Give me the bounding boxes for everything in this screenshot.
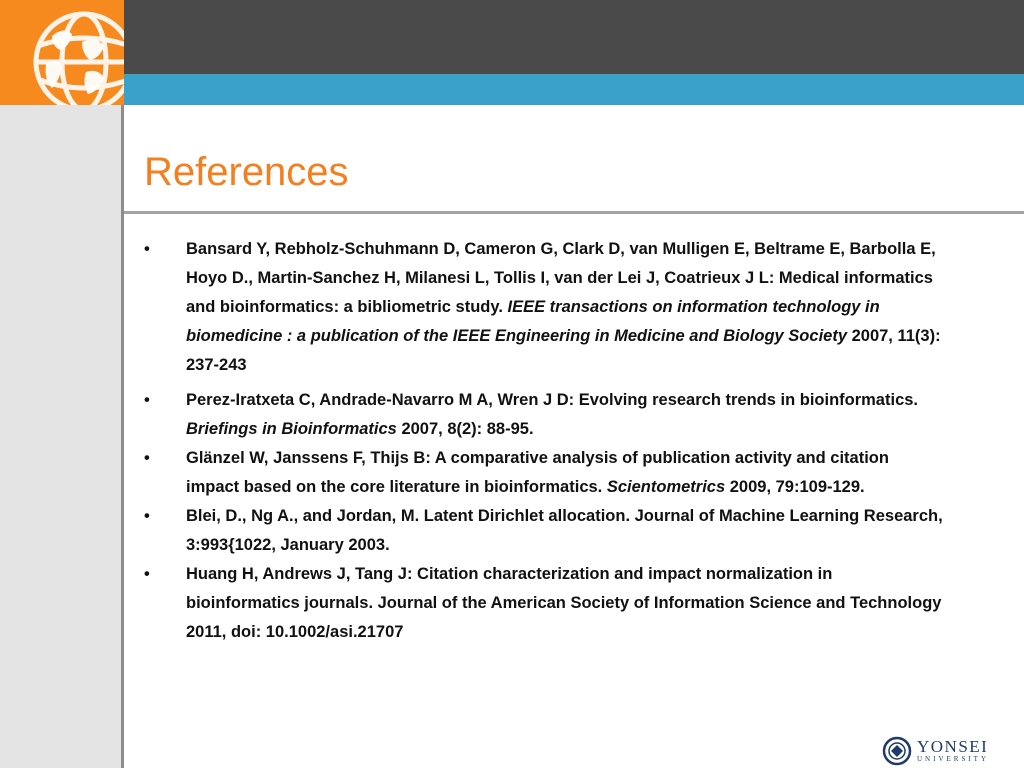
yonsei-logo: [878, 734, 1024, 768]
bullet-marker: •: [144, 449, 150, 467]
reference-text: Perez-Iratxeta C, Andrade-Navarro M A, Wren J D: Evolving research trends in bioinformatics.: [186, 391, 919, 409]
university-subtitle: UNIVERSITY: [917, 755, 989, 763]
reference-journal: Scientometrics: [606, 478, 726, 496]
header-blue-bar: [124, 74, 1024, 105]
title-divider: [124, 211, 1024, 214]
reference-item: [144, 444, 944, 502]
left-divider-line: [121, 105, 124, 768]
bullet-marker: •: [144, 391, 150, 409]
bullet-marker: •: [144, 507, 150, 525]
reference-item: [144, 502, 944, 560]
reference-journal: Briefings in Bioinformatics: [186, 420, 397, 438]
reference-list: [144, 235, 944, 647]
globe-icon: [0, 0, 124, 105]
left-sidebar-bar: [0, 105, 121, 768]
reference-text: Blei, D., Ng A., and Jordan, M. Latent Dirichlet allocation. Journal of Machine Learning Research, 3:993{1022, January 2003.: [186, 507, 943, 554]
reference-citation: 2009, 79:109-129.: [729, 478, 865, 496]
reference-citation: 2007, 8(2): 88-95.: [401, 420, 534, 438]
university-seal-icon: [882, 736, 912, 766]
university-name: YONSEI: [917, 737, 989, 756]
logo-box: [0, 0, 124, 105]
reference-item: [144, 235, 944, 380]
reference-text: Huang H, Andrews J, Tang J: Citation characterization and impact normalization in bioinformatics journals. Journal of the American Society of Information Science and Technology 2011, doi: 10.1002/asi.21707: [186, 565, 942, 641]
bullet-marker: •: [144, 565, 150, 583]
reference-item: [144, 560, 944, 647]
header-dark-bar: [124, 0, 1024, 74]
reference-citation: 2007, 11(3): 237-243: [186, 327, 941, 374]
reference-text: Glänzel W, Janssens F, Thijs B: A comparative analysis of publication activity and citation impact based on the core literature in bioinformatics.: [186, 449, 889, 496]
reference-text: Bansard Y, Rebholz-Schuhmann D, Cameron G, Clark D, van Mulligen E, Beltrame E, Barbolla E, Hoyo D., Martin-Sanchez H, Milanesi L, Tollis I, van der Lei J, Coatrieux J L: Medical informatics and bioinformatics: a bibliometric study.: [186, 240, 936, 316]
bullet-marker: •: [144, 240, 150, 258]
slide-title: References: [144, 150, 349, 194]
reference-journal: IEEE transactions on information technology in biomedicine : a publication of the IEEE Engineering in Medicine and Biology Society: [186, 298, 880, 345]
reference-item: [144, 386, 944, 444]
